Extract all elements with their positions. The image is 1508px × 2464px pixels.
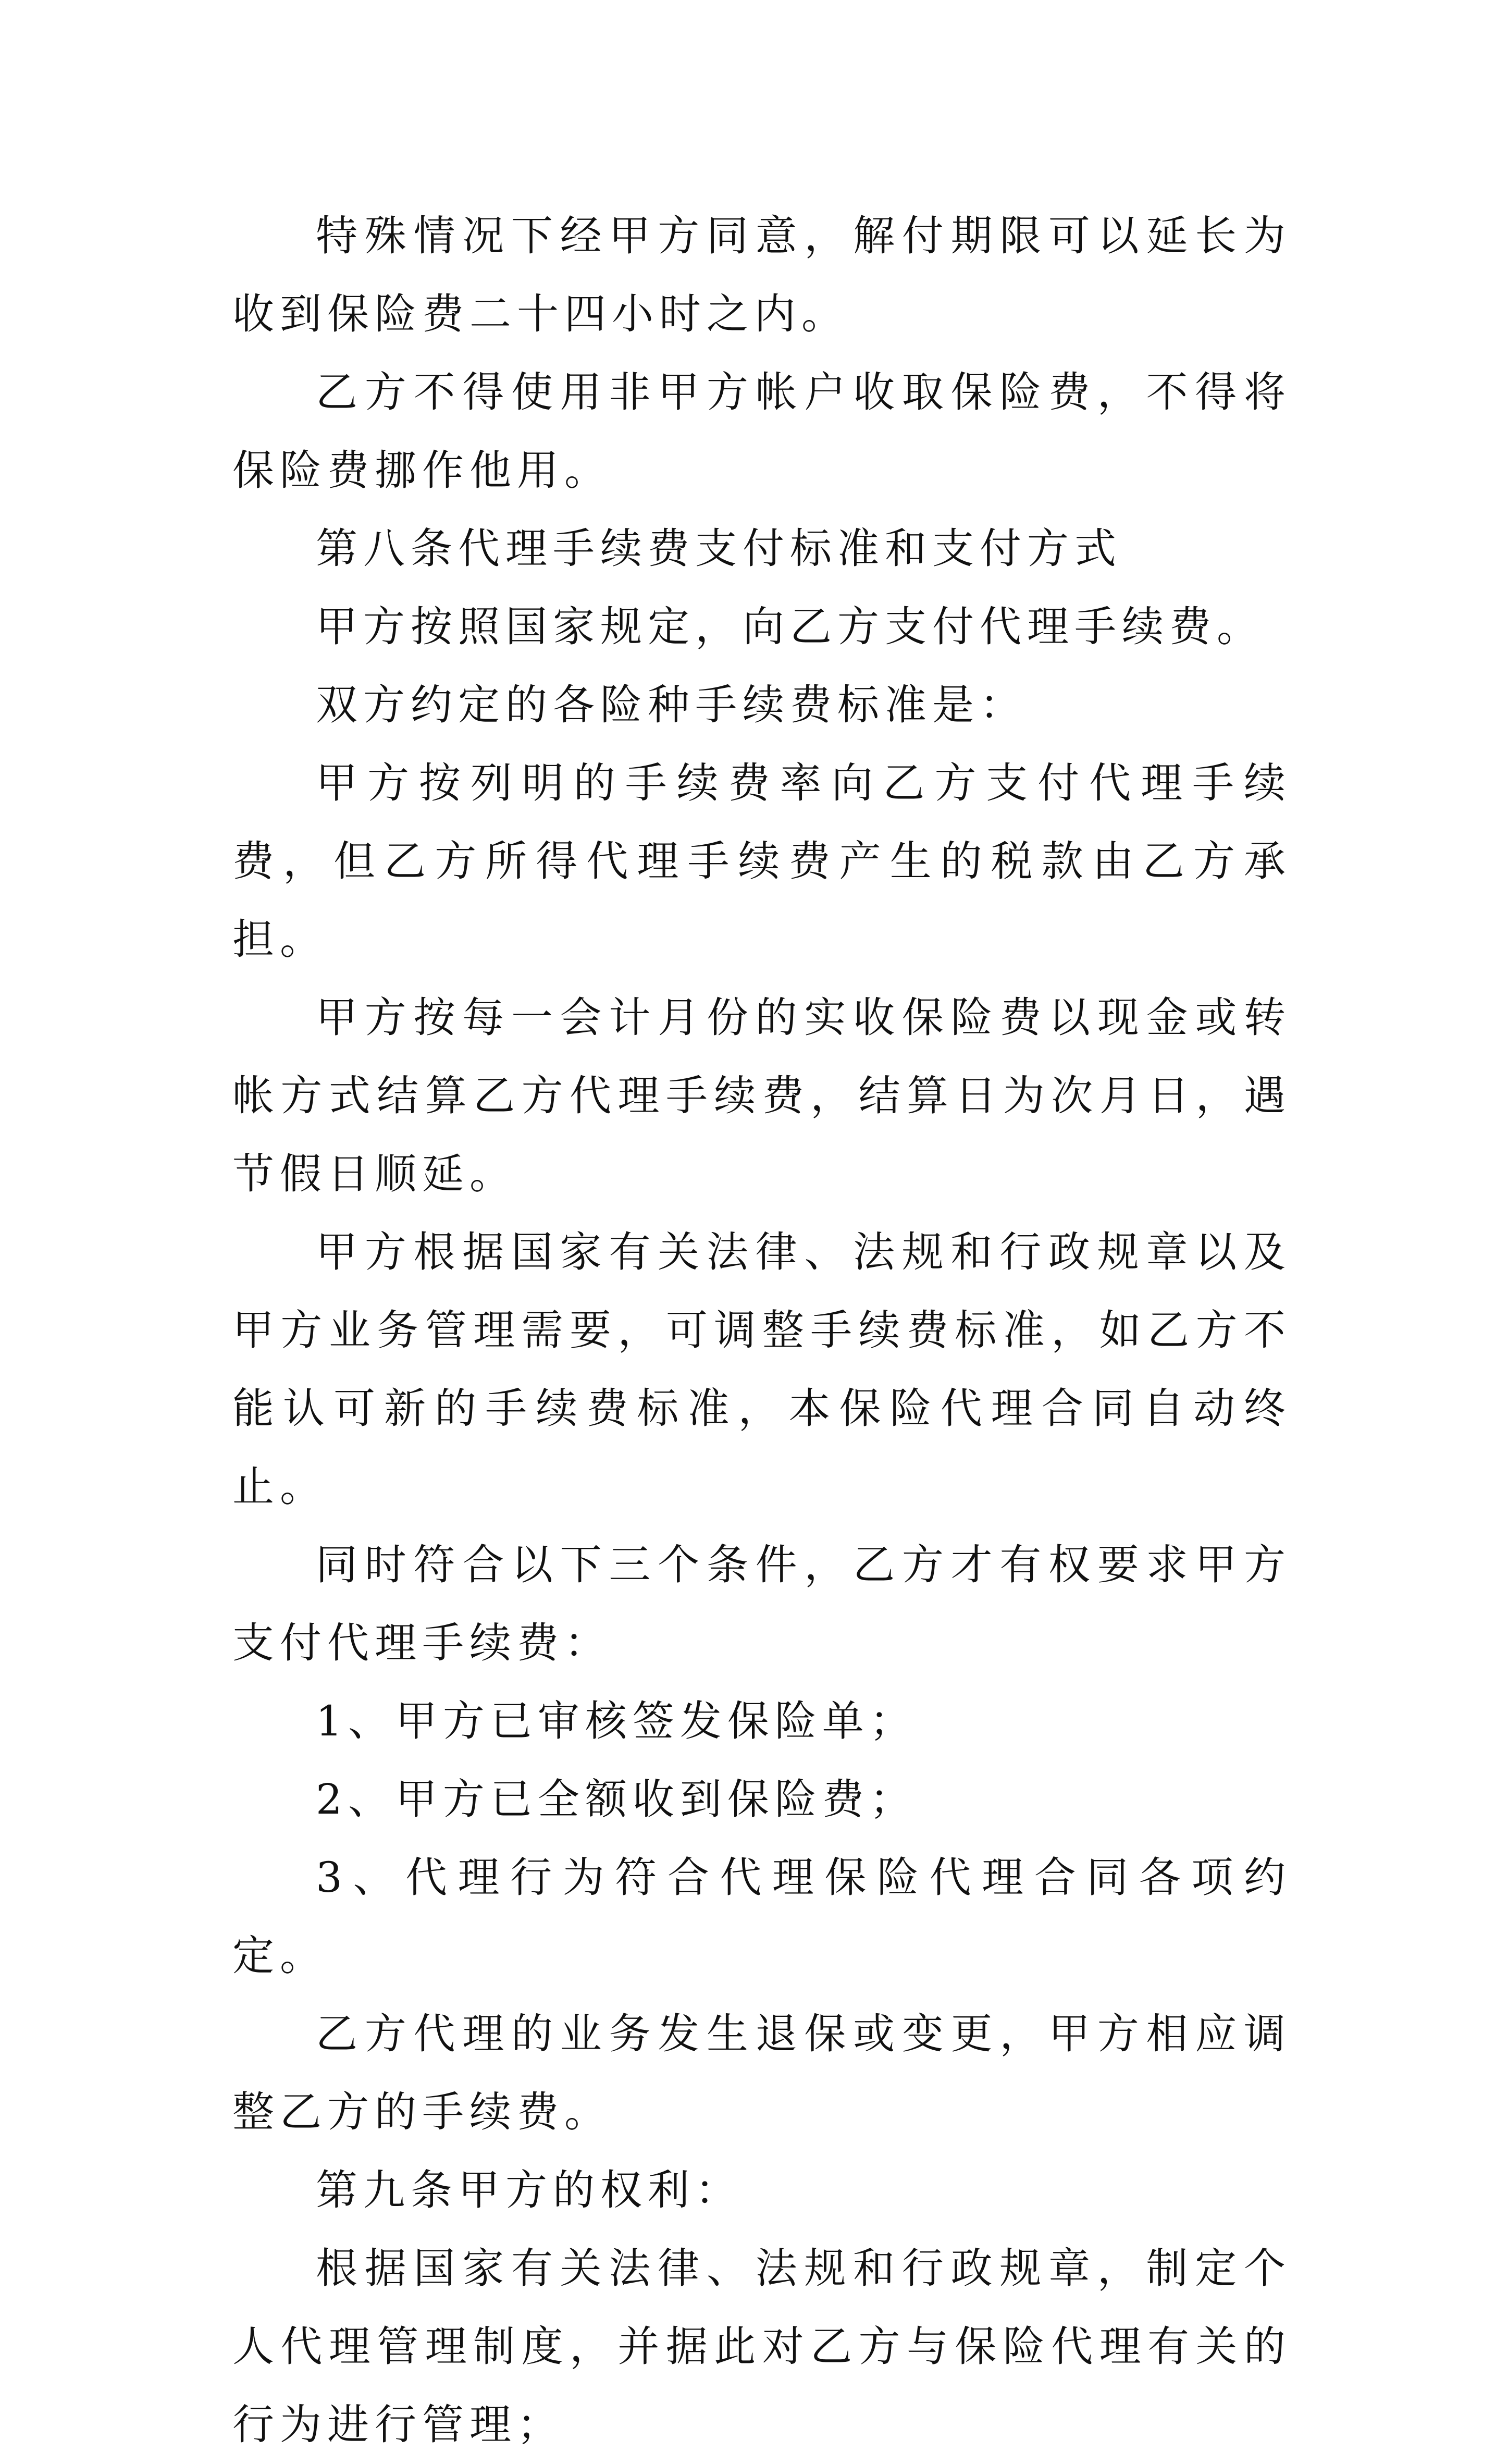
paragraph-payment-extension: 特殊情况下经甲方同意，解付期限可以延长为收到保险费二十四小时之内。: [232, 212, 1291, 338]
paragraph-management-rights: 根据国家有关法律、法规和行政规章，制定个人代理管理制度，并据此对乙方与保险代理有关的行为进行管理；: [232, 2244, 1291, 2449]
paragraph-fee-rate-tax: 甲方按列明的手续费率向乙方支付代理手续费，但乙方所得代理手续费产生的税款由乙方承担。: [232, 759, 1291, 964]
heading-article-9: 第九条甲方的权利：: [316, 2166, 743, 2214]
paragraph-fee-payment: 甲方按照国家规定，向乙方支付代理手续费。: [316, 602, 1264, 651]
paragraph-account-restriction: 乙方不得使用非甲方帐户收取保险费，不得将保险费挪作他用。: [232, 368, 1291, 495]
heading-article-8: 第八条代理手续费支付标准和支付方式: [316, 524, 1122, 573]
paragraph-payment-conditions: 同时符合以下三个条件，乙方才有权要求甲方支付代理手续费：: [232, 1541, 1291, 1667]
list-item-condition-3: 3、代理行为符合代理保险代理合同各项约定。: [232, 1853, 1291, 1980]
paragraph-fee-standard: 双方约定的各险种手续费标准是：: [316, 681, 1027, 729]
paragraph-surrender-adjustment: 乙方代理的业务发生退保或变更，甲方相应调整乙方的手续费。: [232, 2010, 1291, 2136]
list-item-condition-1: 1、甲方已审核签发保险单；: [316, 1697, 917, 1745]
paragraph-monthly-settlement: 甲方按每一会计月份的实收保险费以现金或转帐方式结算乙方代理手续费，结算日为次月日，遇节假日顺延。: [232, 993, 1291, 1198]
document-body: [232, 197, 1291, 2464]
paragraph-fee-adjustment: 甲方根据国家有关法律、法规和行政规章以及甲方业务管理需要，可调整手续费标准，如乙方不能认可新的手续费标准，本保险代理合同自动终止。: [232, 1228, 1291, 1511]
list-item-condition-2: 2、甲方已全额收到保险费；: [316, 1775, 917, 1824]
